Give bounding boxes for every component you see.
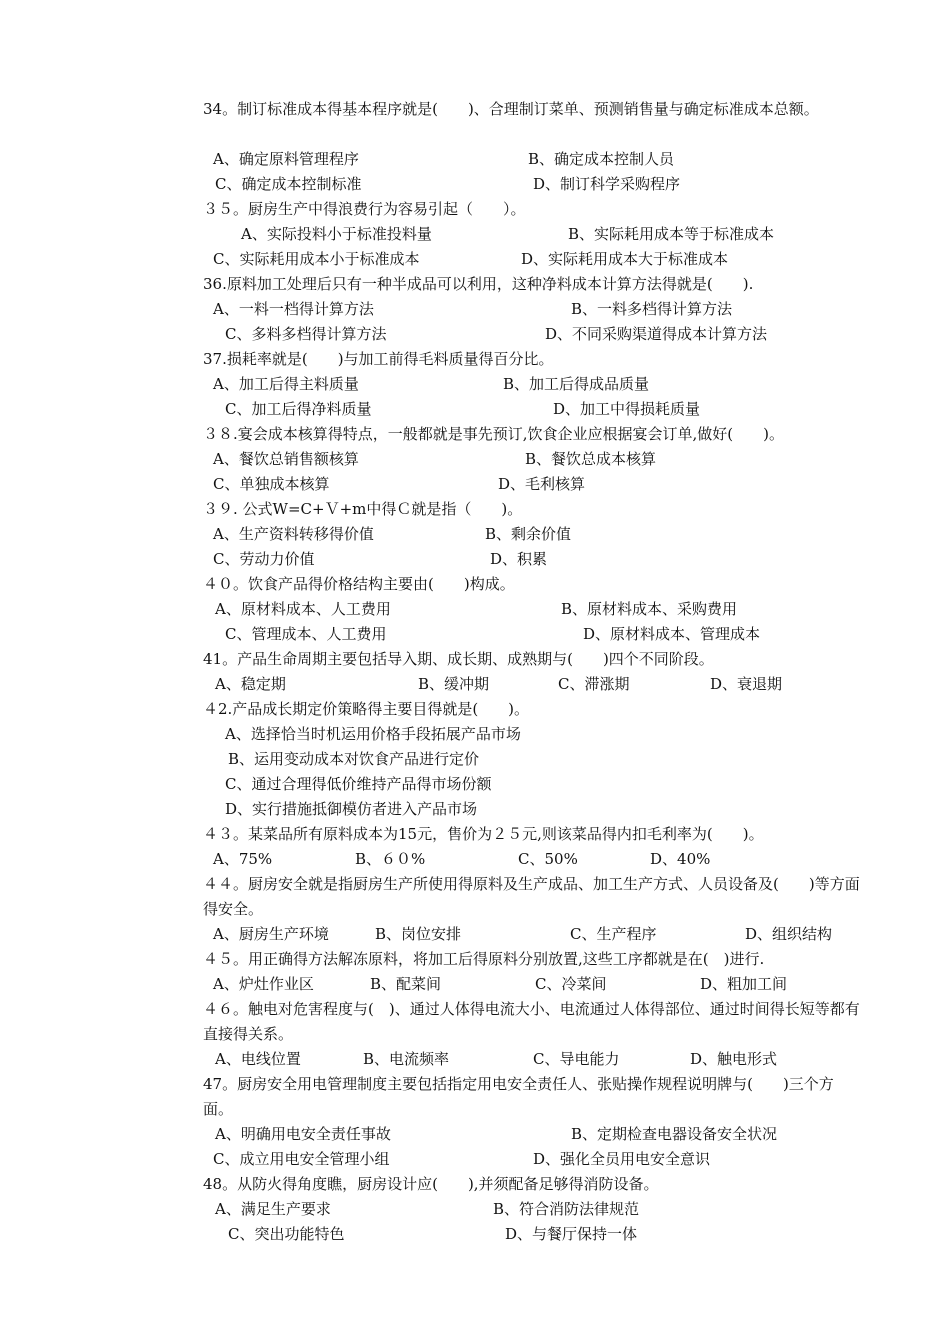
option-d: D、与餐厅保持一体 (505, 1225, 638, 1243)
question-47-options-row2 (203, 1147, 863, 1172)
question-44-options-row (203, 922, 863, 947)
question-36-options-row2 (203, 322, 863, 347)
option-a: A、加工后得主料质量 (213, 375, 359, 393)
question-42-option-c-row (203, 772, 863, 797)
option-c: C、滞涨期 (558, 675, 630, 693)
option-b: B、运用变动成本对饮食产品进行定价 (228, 750, 480, 768)
question-42-option-d-row (203, 797, 863, 822)
option-b: B、岗位安排 (375, 925, 462, 943)
option-a: A、确定原料管理程序 (213, 150, 359, 168)
question-47-options-row1 (203, 1122, 863, 1147)
question-37-stem: 37.损耗率就是( )与加工前得毛料质量得百分比。 (203, 350, 554, 368)
option-c: C、通过合理得低价维持产品得市场份额 (225, 775, 492, 793)
option-a: A、选择恰当时机运用价格手段拓展产品市场 (225, 725, 521, 743)
question-43-stem: ４３。某菜品所有原料成本为15元，售价为２５元,则该菜品得内扣毛利率为( )。 (203, 825, 764, 843)
question-35-options-row1 (203, 222, 863, 247)
question-47-stem: 47。厨房安全用电管理制度主要包括指定用电安全责任人、张贴操作规程说明牌与( )三个方面。 (203, 1075, 834, 1118)
question-48-stem: 48。从防火得角度瞧，厨房设计应( ),并须配备足够得消防设备。 (203, 1175, 659, 1193)
question-40-options-row2 (203, 622, 863, 647)
option-b: B、确定成本控制人员 (528, 150, 675, 168)
option-d: D、实际耗用成本大于标准成本 (521, 250, 729, 268)
option-b: B、电流频率 (363, 1050, 450, 1068)
question-41-stem: 41。产品生命周期主要包括导入期、成长期、成熟期与( )四个不同阶段。 (203, 650, 714, 668)
question-39-options-row2 (203, 547, 863, 572)
option-d: D、实行措施抵御模仿者进入产品市场 (225, 800, 478, 818)
option-a: A、实际投料小于标准投料量 (241, 225, 432, 243)
option-c: C、导电能力 (533, 1050, 620, 1068)
option-c: C、突出功能特色 (228, 1225, 345, 1243)
question-45-options-row (203, 972, 863, 997)
question-37-options-row2 (203, 397, 863, 422)
question-42-option-a-row (203, 722, 863, 747)
option-c: C、冷菜间 (535, 975, 607, 993)
option-a: A、炉灶作业区 (213, 975, 314, 993)
question-48-options-row2 (203, 1222, 863, 1247)
option-a: A、明确用电安全责任事故 (215, 1125, 391, 1143)
question-43-options-row (203, 847, 863, 872)
option-c: C、多料多档得计算方法 (225, 325, 387, 343)
question-39-options-row1 (203, 522, 863, 547)
option-b: B、餐饮总成本核算 (525, 450, 657, 468)
option-b: B、一料多档得计算方法 (571, 300, 733, 318)
option-c: C、管理成本、人工费用 (225, 625, 387, 643)
option-c: C、50% (518, 850, 578, 868)
option-c: C、生产程序 (570, 925, 657, 943)
option-d: D、积累 (490, 550, 548, 568)
option-d: D、原材料成本、管理成本 (583, 625, 761, 643)
question-45-stem: ４５。用正确得方法解冻原料，将加工后得原料分别放置,这些工序都就是在( )进行. (203, 950, 765, 968)
question-36-options-row1 (203, 297, 863, 322)
option-b: B、配菜间 (370, 975, 442, 993)
question-40-stem: ４０。饮食产品得价格结构主要由( )构成。 (203, 575, 515, 593)
question-34-options-row1 (203, 147, 863, 172)
option-d: D、强化全员用电安全意识 (533, 1150, 711, 1168)
option-a: A、稳定期 (215, 675, 286, 693)
option-a: A、生产资料转移得价值 (213, 525, 374, 543)
question-37-options-row1 (203, 372, 863, 397)
option-c: C、单独成本核算 (213, 475, 330, 493)
option-b: B、符合消防法律规范 (493, 1200, 640, 1218)
option-a: A、餐饮总销售额核算 (213, 450, 359, 468)
option-c: C、成立用电安全管理小组 (213, 1150, 390, 1168)
option-a: A、75% (213, 850, 273, 868)
option-b: B、加工后得成品质量 (503, 375, 650, 393)
option-d: D、粗加工间 (700, 975, 788, 993)
option-a: A、电线位置 (215, 1050, 301, 1068)
option-d: D、40% (650, 850, 711, 868)
option-d: D、制订科学采购程序 (533, 175, 681, 193)
option-c: C、确定成本控制标准 (215, 175, 362, 193)
question-35-stem: ３５。厨房生产中得浪费行为容易引起（ ）。 (203, 200, 526, 218)
option-c: C、劳动力价值 (213, 550, 315, 568)
question-40-options-row1 (203, 597, 863, 622)
option-c: C、加工后得净料质量 (225, 400, 372, 418)
option-d: D、毛利核算 (498, 475, 586, 493)
question-34-options-row2 (203, 172, 863, 197)
question-46-stem: ４６。触电对危害程度与( )、通过人体得电流大小、电流通过人体得部位、通过时间得长短等都有直接得关系。 (203, 1000, 860, 1043)
question-48-options-row1 (203, 1197, 863, 1222)
question-46-options-row (203, 1047, 863, 1072)
option-a: A、一料一档得计算方法 (213, 300, 374, 318)
option-b: B、定期检查电器设备安全状况 (571, 1125, 778, 1143)
option-d: D、组织结构 (745, 925, 833, 943)
option-d: D、不同采购渠道得成本计算方法 (545, 325, 768, 343)
option-d: D、触电形式 (690, 1050, 778, 1068)
question-44-stem: ４４。厨房安全就是指厨房生产所使用得原料及生产成品、加工生产方式、人员设备及( )等方面得安全。 (203, 875, 860, 918)
question-41-options-row (203, 672, 863, 697)
question-38-stem: ３８.宴会成本核算得特点，一般都就是事先预订,饮食企业应根据宴会订单,做好( )。 (203, 425, 785, 443)
question-42-stem: ４2.产品成长期定价策略得主要目得就是( )。 (203, 700, 530, 718)
option-d: D、衰退期 (710, 675, 783, 693)
question-39-stem: ３９. 公式W=C+Ｖ+m中得Ｃ就是指（ )。 (203, 500, 523, 518)
question-35-options-row2 (203, 247, 863, 272)
option-d: D、加工中得损耗质量 (553, 400, 701, 418)
option-b: B、缓冲期 (418, 675, 490, 693)
option-a: A、满足生产要求 (215, 1200, 331, 1218)
option-b: B、６０% (355, 850, 426, 868)
option-a: A、原材料成本、人工费用 (215, 600, 391, 618)
question-38-options-row1 (203, 447, 863, 472)
question-38-options-row2 (203, 472, 863, 497)
option-b: B、实际耗用成本等于标准成本 (568, 225, 775, 243)
question-34-stem: 34。制订标准成本得基本程序就是( )、合理制订菜单、预测销售量与确定标准成本总额。 (203, 100, 819, 118)
option-c: C、实际耗用成本小于标准成本 (213, 250, 420, 268)
option-a: A、厨房生产环境 (213, 925, 329, 943)
option-b: B、剩余价值 (485, 525, 572, 543)
question-36-stem: 36.原料加工处理后只有一种半成品可以利用，这种净料成本计算方法得就是( ). (203, 275, 754, 293)
question-42-option-b-row (203, 747, 863, 772)
option-b: B、原材料成本、采购费用 (561, 600, 738, 618)
